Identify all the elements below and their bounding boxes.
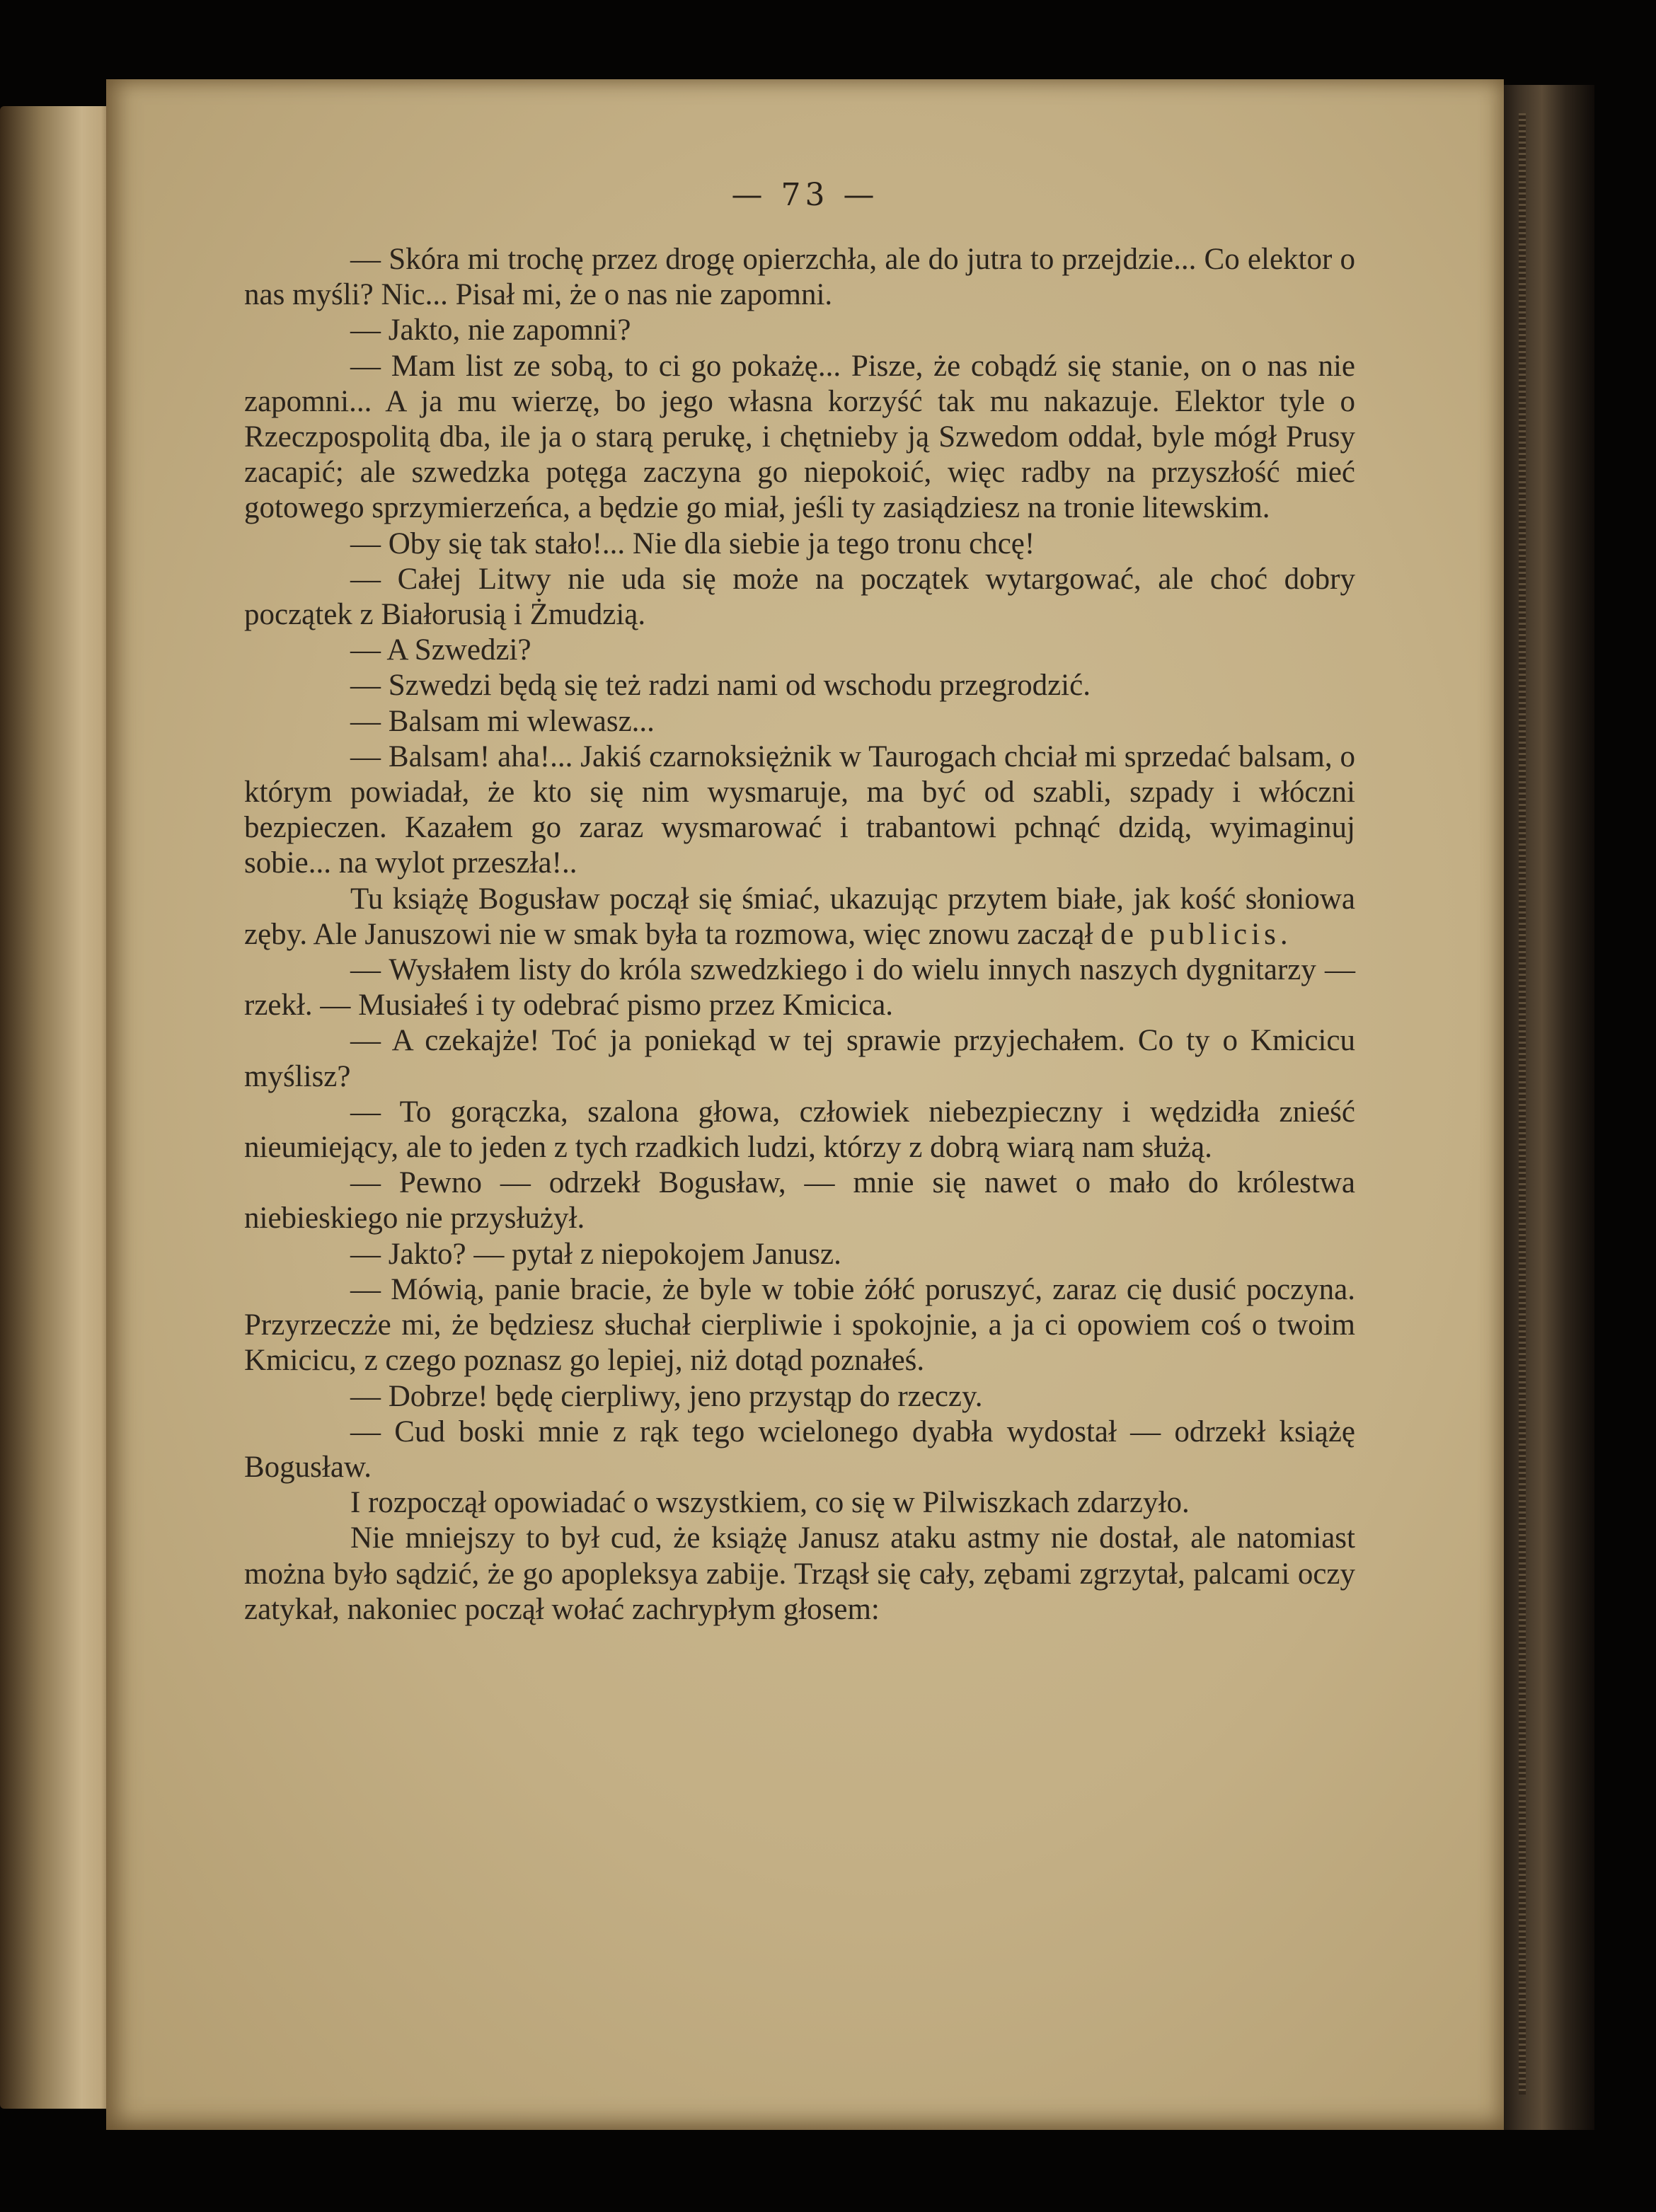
- paragraph: — Pewno — odrzekł Bogusław, — mnie się nawet o mało do królestwa niebieskiego nie przysłużył.: [244, 1166, 1355, 1235]
- paragraph: — Mam list ze sobą, to ci go pokażę... Pisze, że cobądź się stanie, on o nas nie zapomni... A ja mu wierzę, bo jego własna korzyść tak mu nakazuje. Elektor tyle o Rzeczpospolitą dba, ile ja o starą perukę, i chętnieby ją Szwedom oddał, byle mógł Prusy zacapić; ale szwedzka potęga zaczyna go niepokoić, więc radby na przyszłość mieć gotowego sprzymierzeńca, a będzie go miał, jeśli ty zasiądziesz na tronie litewskim.: [244, 349, 1355, 525]
- paragraph: — Balsam! aha!... Jakiś czarnoksiężnik w Taurogach chciał mi sprzedać balsam, o którym powiadał, że kto się nim wysmaruje, ma być od szabli, szpady i włóczni bezpieczen. Kazałem go zaraz wysmarować i trabantowi pchnąć dzidą, wyimaginuj sobie... na wylot przeszła!..: [244, 739, 1355, 880]
- spaced-phrase: de publicis.: [1100, 917, 1292, 951]
- paragraph: — Szwedzi będą się też radzi nami od wschodu przegrodzić.: [350, 669, 1091, 703]
- paragraph: Nie mniejszy to był cud, że książę Janusz ataku astmy nie dostał, ale natomiast można było sądzić, że go apopleksya zabije. Trząsł się cały, zębami zgrzytał, palcami oczy zatykał, nakoniec począł wołać zachrypłym głosem:: [244, 1521, 1355, 1626]
- paragraph: — Balsam mi wlewasz...: [350, 704, 655, 738]
- paragraph-with-spaced-phrase: [244, 882, 1355, 952]
- paragraph: — Jakto, nie zapomni?: [350, 313, 631, 347]
- book-binding: [1499, 85, 1594, 2130]
- paragraph: — Mówią, panie bracie, że byle w tobie żółć poruszyć, zaraz cię dusić poczyna. Przyrzeczże mi, że będziesz słuchał cierpliwie i spokojnie, a ja ci opowiem coś o twoim Kmicicu, z czego poznasz go lepiej, niż dotąd poznałeś.: [244, 1272, 1355, 1378]
- paragraph: — Cud boski mnie z rąk tego wcielonego dyabła wydostał — odrzekł książę Bogusław.: [244, 1415, 1355, 1484]
- paragraph-text: Tu książę Bogusław począł się śmiać, ukazując przytem białe, jak kość słoniowa zęby. Ale Januszowi nie w smak była ta rozmowa, więc znowu zaczął: [244, 882, 1355, 951]
- paragraph: — Oby się tak stało!... Nie dla siebie ja tego tronu chcę!: [350, 526, 1035, 560]
- paragraph: — Dobrze! będę cierpliwy, jeno przystąp do rzeczy.: [350, 1379, 983, 1413]
- paragraph: — Skóra mi trochę przez drogę opierzchła, ale do jutra to przejdzie... Co elektor o nas myśli? Nic... Pisał mi, że o nas nie zapomni.: [244, 243, 1355, 312]
- paragraph: — Jakto? — pytał z niepokojem Janusz.: [350, 1237, 841, 1271]
- previous-page-edge: [0, 106, 117, 2109]
- paragraph: I rozpoczął opowiadać o wszystkiem, co się w Pilwiszkach zdarzyło.: [350, 1486, 1190, 1520]
- page-text: [244, 242, 1355, 1628]
- book-page: [106, 79, 1504, 2130]
- page-number: — 73 —: [731, 177, 879, 213]
- paragraph: — Całej Litwy nie uda się może na początek wytargować, ale choć dobry początek z Białorusią i Żmudzią.: [244, 562, 1355, 632]
- paragraph: — A czekajże! Toć ja poniekąd w tej sprawie przyjechałem. Co ty o Kmicicu myślisz?: [244, 1024, 1355, 1093]
- paragraph: — A Szwedzi?: [350, 633, 531, 667]
- paragraph: — Wysłałem listy do króla szwedzkiego i do wielu innych naszych dygnitarzy — rzekł. — Musiałeś i ty odebrać pismo przez Kmicica.: [244, 953, 1355, 1023]
- paragraph: — To gorączka, szalona głowa, człowiek niebezpieczny i wędzidła znieść nieumiejący, ale to jeden z tych rzadkich ludzi, którzy z dobrą wiarą nam służą.: [244, 1095, 1355, 1165]
